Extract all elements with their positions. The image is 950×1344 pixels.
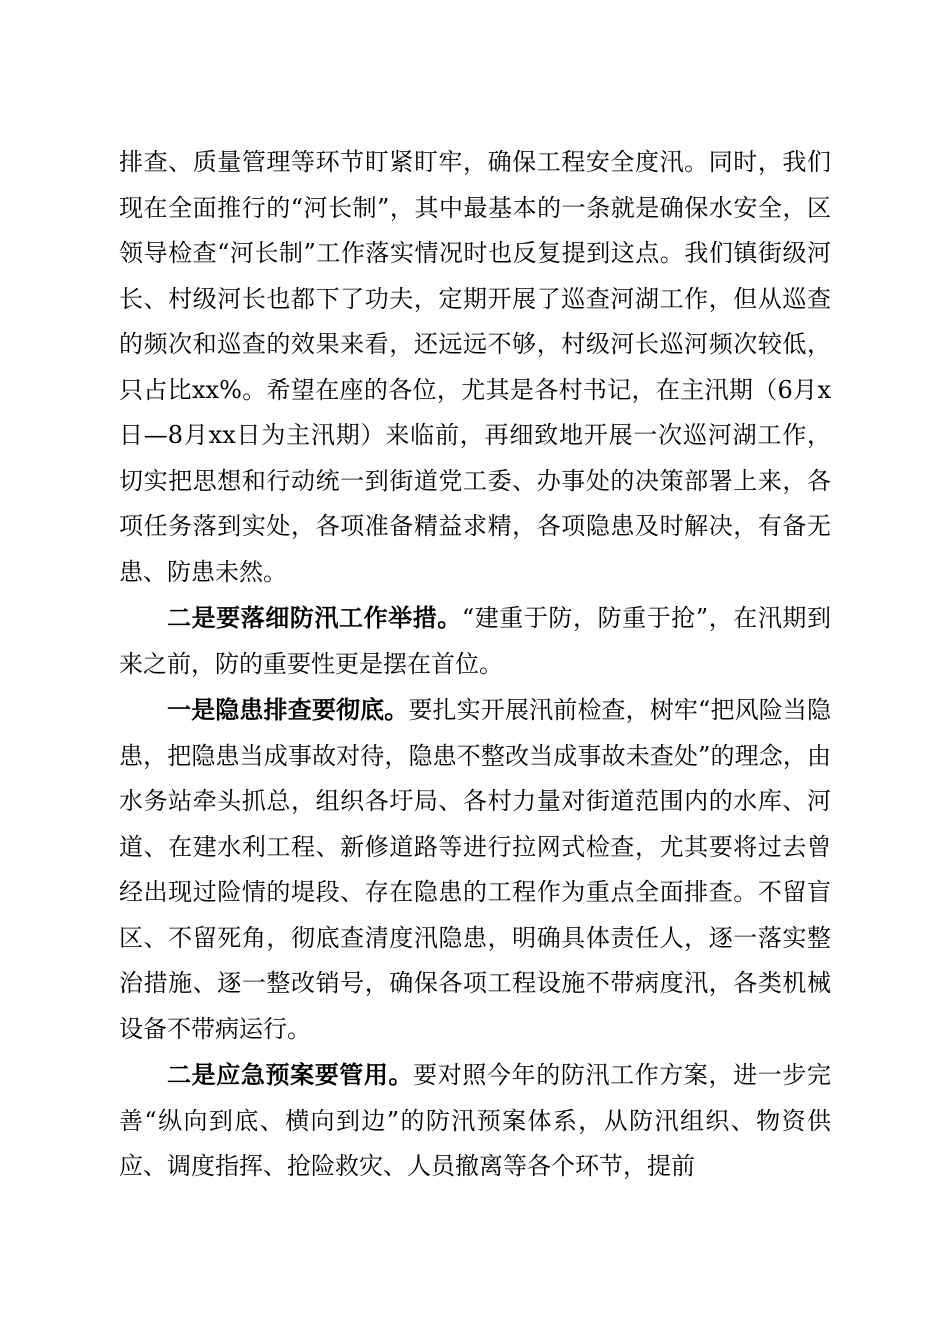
paragraph-2-text: “建重于防，防重于抢”，在汛期到来之前，防的重要性更是摆在首位。 [119,604,831,678]
document-body [119,140,831,1190]
paragraph-2 [119,595,831,687]
paragraph-1 [119,140,831,595]
paragraph-4-text: 要对照今年的防汛工作方案，进一步完善“纵向到底、横向到边”的防汛预案体系，从防汛组织、物资供应、调度指挥、抢险救灾、人员撤离等各个环节，提前 [119,1061,832,1180]
paragraph-2-lead: 二是要落细防汛工作举措。 [167,603,462,632]
paragraph-4-lead: 二是应急预案要管用。 [167,1060,414,1089]
paragraph-4 [119,1052,831,1190]
paragraph-1-text: 排查、质量管理等环节盯紧盯牢，确保工程安全度汛。同时，我们现在全面推行的“河长制”，其中最基本的一条就是确保水安全，区领导检查“河长制”工作落实情况时也反复提到这点。我们镇街级河长、村级河长也都下了功夫，定期开展了巡查河湖工作，但从巡查的频次和巡查的效果来看，还远远不够，村级河长巡河频次较低，只占比xx%。希望在座的各位，尤其是各村书记，在主汛期（6月x日—8月xx日为主汛期）来临前，再细致地开展一次巡河湖工作，切实把思想和行动统一到街道党工委、办事处的决策部署上来，各项任务落到实处，各项准备精益求精，各项隐患及时解决，有备无患、防患未然。 [119,148,831,586]
paragraph-3 [119,687,831,1052]
paragraph-3-text: 要扎实开展汛前检查，树牢“把风险当隐患，把隐患当成事故对待，隐患不整改当成事故未查处”的理念，由水务站牵头抓总，组织各圩局、各村力量对街道范围内的水库、河道、在建水利工程、新修道路等进行拉网式检查，尤其要将过去曾经出现过险情的堤段、存在隐患的工程作为重点全面排查。不留盲区、不留死角，彻底查清度汛隐患，明确具体责任人，逐一落实整治措施、逐一整改销号，确保各项工程设施不带病度汛，各类机械设备不带病运行。 [119,696,832,1043]
paragraph-3-lead: 一是隐患排查要彻底。 [167,695,409,724]
